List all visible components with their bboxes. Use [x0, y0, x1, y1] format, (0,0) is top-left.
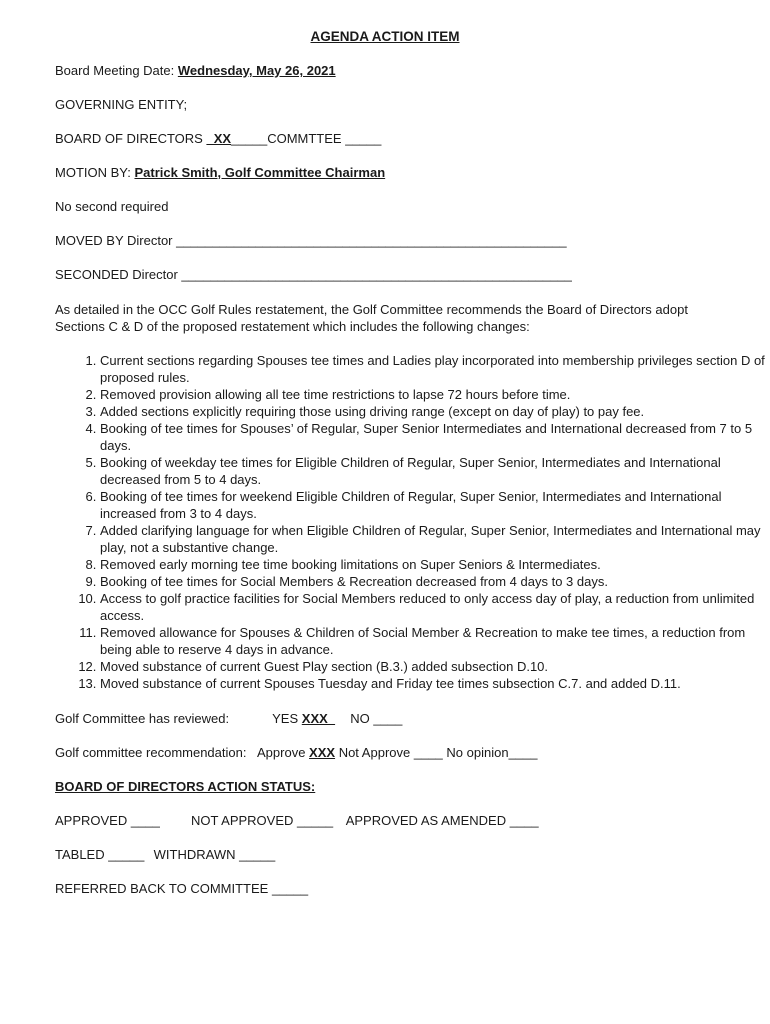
no-opinion-label: No opinion — [446, 745, 509, 760]
list-item: 2. Removed provision allowing all tee time restrictions to lapse 72 hours before time. — [100, 386, 770, 403]
approved-label: APPROVED — [55, 813, 128, 828]
list-item: 5. Booking of weekday tee times for Eligible Children of Regular, Super Senior, Intermediates and International decreased from 5 to 4 days. — [100, 454, 770, 488]
board-blank: _____ — [231, 131, 268, 146]
referred-label: REFERRED BACK TO COMMITTEE — [55, 881, 269, 896]
governing-entity: GOVERNING ENTITY; — [55, 97, 188, 112]
yes-label: YES — [272, 711, 299, 726]
approved-blank: ____ — [130, 813, 160, 828]
reviewed-line — [55, 710, 402, 727]
no-blank: ____ — [373, 711, 403, 726]
no-label: NO — [350, 711, 370, 726]
action-status-heading: BOARD OF DIRECTORS ACTION STATUS: — [55, 779, 316, 794]
board-label: BOARD OF DIRECTORS — [55, 131, 203, 146]
meeting-date-label: Board Meeting Date: — [55, 63, 175, 78]
seconded-blank: ______________________________________________________ — [181, 267, 572, 282]
list-item: 3. Added sections explicitly requiring those using driving range (except on day of play) to pay fee. — [100, 403, 770, 420]
tabled-blank: _____ — [108, 847, 145, 862]
intro-paragraph: As detailed in the OCC Golf Rules restatement, the Golf Committee recommends the Board of Directors adopt Sections C & D of the proposed restatement which includes the following changes: — [55, 302, 688, 334]
approved-amended-label: APPROVED AS AMENDED — [345, 813, 507, 828]
moved-by-line — [55, 232, 567, 249]
committee-label: COMMTTEE — [267, 131, 342, 146]
no-opinion-blank: ____ — [508, 745, 538, 760]
motion-line — [55, 164, 385, 181]
approve-label: Approve — [257, 745, 306, 760]
not-approve-label: Not Approve — [338, 745, 411, 760]
list-item: 4. Booking of tee times for Spouses’ of Regular, Super Senior Intermediates and International decreased from 7 to 5 days. — [100, 420, 770, 454]
motion-value: Patrick Smith, Golf Committee Chairman — [134, 165, 386, 180]
document-title: AGENDA ACTION ITEM — [310, 29, 460, 44]
moved-by-blank: ______________________________________________________ — [176, 233, 567, 248]
recommendation-label: Golf committee recommendation: — [55, 745, 247, 760]
list-item: 1. Current sections regarding Spouses tee times and Ladies play incorporated into membership privileges section D of proposed rules. — [100, 352, 770, 386]
seconded-label: SECONDED Director — [55, 267, 178, 282]
not-approved-blank: _____ — [297, 813, 334, 828]
list-item: 7. Added clarifying language for when Eligible Children of Regular, Super Senior, Intermediates and International may play, not a substantive change. — [100, 522, 770, 556]
list-item: 6. Booking of tee times for weekend Eligible Children of Regular, Super Senior, Intermediates and International increased from 3 to 4 days. — [100, 488, 770, 522]
status-row-1 — [55, 812, 539, 829]
approved-amended-blank: ____ — [509, 813, 539, 828]
status-row-2 — [55, 846, 275, 863]
board-mark: _XX — [206, 131, 232, 146]
list-item: 11. Removed allowance for Spouses & Children of Social Member & Recreation to make tee times, a reduction from being able to reserve 4 days in advance. — [100, 624, 770, 658]
meeting-date-line — [55, 62, 336, 79]
motion-label: MOTION BY: — [55, 165, 131, 180]
list-item: 13. Moved substance of current Spouses Tuesday and Friday tee times subsection C.7. and added D.11. — [100, 675, 770, 692]
tabled-label: TABLED — [55, 847, 105, 862]
list-item: 10. Access to golf practice facilities for Social Members reduced to only access day of play, a reduction from unlimited access. — [100, 590, 770, 624]
approve-value: XXX — [309, 745, 336, 760]
moved-by-label: MOVED BY Director — [55, 233, 173, 248]
referred-blank: _____ — [271, 881, 309, 896]
changes-list — [55, 352, 770, 692]
list-item: 9. Booking of tee times for Social Members & Recreation decreased from 4 days to 3 days. — [100, 573, 770, 590]
committee-blank: _____ — [345, 131, 382, 146]
referred-line — [55, 880, 308, 897]
reviewed-label: Golf Committee has reviewed: — [55, 711, 230, 726]
seconded-line — [55, 266, 572, 283]
withdrawn-blank: _____ — [239, 847, 276, 862]
meeting-date-value: Wednesday, May 26, 2021 — [177, 63, 336, 78]
recommendation-line — [55, 744, 537, 761]
list-item: 12. Moved substance of current Guest Play section (B.3.) added subsection D.10. — [100, 658, 770, 675]
list-item: 8. Removed early morning tee time booking limitations on Super Seniors & Intermediates. — [100, 556, 770, 573]
yes-value: XXX_ — [301, 711, 336, 726]
board-committee-line — [55, 130, 381, 147]
not-approved-label: NOT APPROVED — [191, 813, 294, 828]
no-second-note: No second required — [55, 199, 169, 214]
not-approve-blank: ____ — [413, 745, 443, 760]
withdrawn-label: WITHDRAWN — [153, 847, 236, 862]
